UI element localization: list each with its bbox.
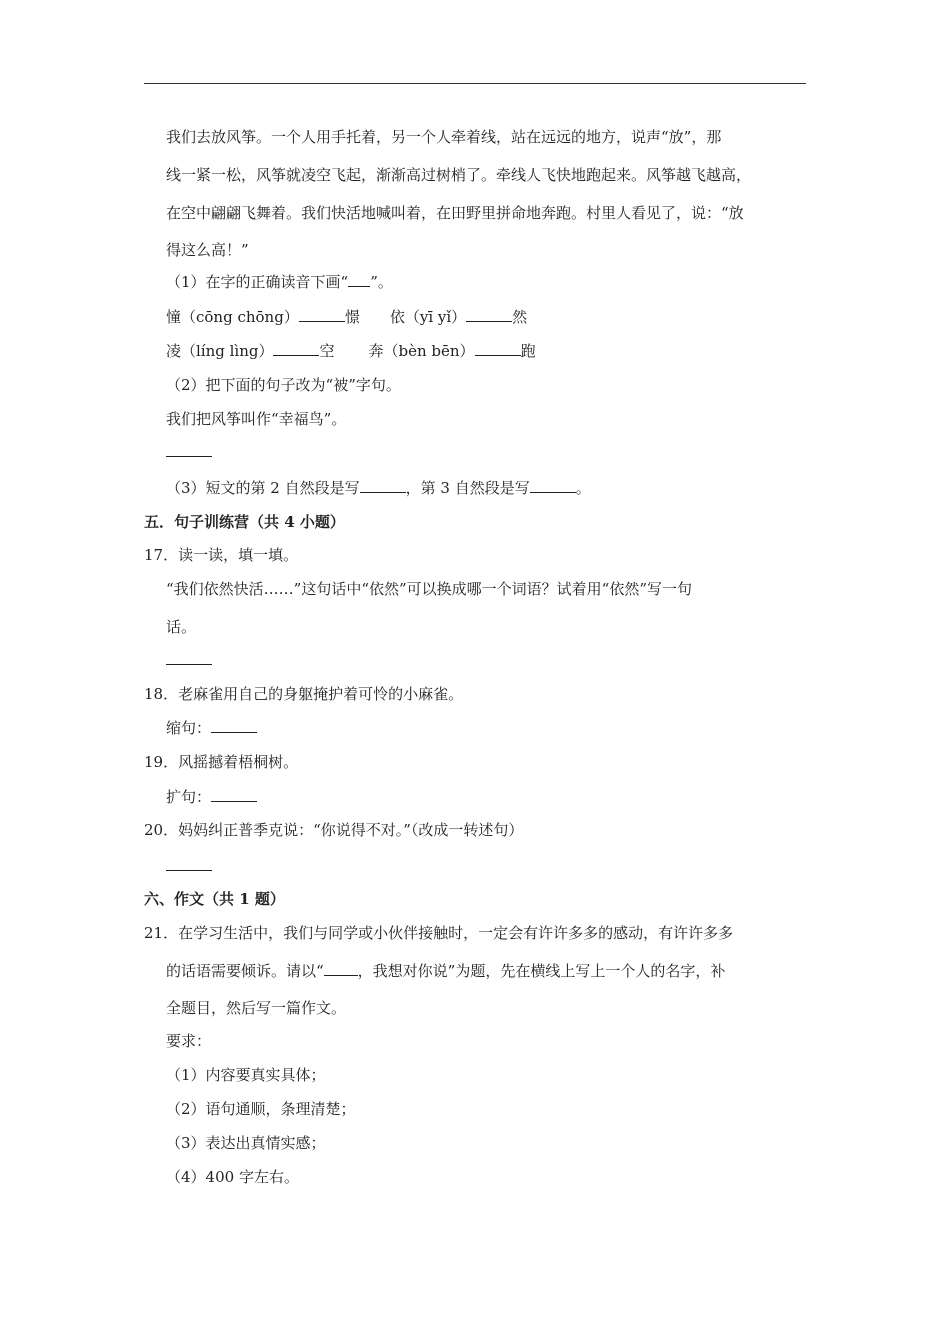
q21-req-2: （2）语句通顺，条理清楚；	[166, 1100, 356, 1118]
q19-answer	[166, 787, 257, 807]
answer-blank[interactable]	[166, 442, 212, 457]
passage-line-1: 我们去放风筝。一个人用手托着，另一个人牵着线，站在远远的地方，说声“放”，那	[166, 128, 722, 146]
answer-blank[interactable]	[466, 307, 512, 322]
q19-label: 扩句：	[166, 788, 212, 806]
answer-blank[interactable]	[211, 787, 257, 802]
q21-line-3: 全题目，然后写一篇作文。	[166, 999, 347, 1017]
q3-part-c: 。	[575, 479, 591, 497]
passage-line-2: 线一紧一松，风筝就凌空飞起，渐渐高过树梢了。牵线人飞快地跑起来。风筝越飞越高，	[166, 166, 752, 184]
word-part: 然	[512, 308, 528, 326]
q3-prompt	[166, 478, 591, 498]
word-part: 跑	[520, 342, 536, 360]
q17-line-2: 话。	[166, 618, 197, 636]
q1-prompt	[166, 272, 393, 292]
q21-line-1: 21．在学习生活中，我们与同学或小伙伴接触时，一定会有许许多多的感动，有许许多多	[144, 924, 734, 942]
q17-line-1: “我们依然快活……”这句话中“依然”可以换成哪一个词语？试着用“依然”写一句	[166, 580, 693, 598]
q21-req-3: （3）表达出真情实感；	[166, 1134, 326, 1152]
answer-blank[interactable]	[273, 341, 319, 356]
q21-req-1: （1）内容要真实具体；	[166, 1066, 326, 1084]
answer-blank[interactable]	[475, 341, 521, 356]
title-name-blank[interactable]	[324, 961, 358, 976]
q20-answer-line	[166, 856, 212, 876]
pinyin-choice-ben: 奔（bèn bēn）	[368, 342, 475, 360]
pinyin-choice-chong: 憧（cōng chōng）	[166, 308, 299, 326]
q1-row-2	[166, 341, 536, 361]
q1-row-1	[166, 307, 527, 327]
pinyin-choice-ling: 凌（líng lìng）	[166, 342, 274, 360]
q21-requirements-label: 要求：	[166, 1032, 212, 1050]
answer-blank[interactable]	[211, 718, 257, 733]
q17-stem: 17．读一读，填一填。	[144, 546, 299, 564]
q19-stem: 19．风摇撼着梧桐树。	[144, 753, 299, 771]
answer-blank[interactable]	[166, 856, 212, 871]
q3-part-b: ，第 3 自然段是写	[405, 479, 530, 497]
q21-line-2b: ，我想对你说”为题，先在横线上写上一个人的名字，补	[357, 962, 726, 980]
q2-prompt: （2）把下面的句子改为“被”字句。	[166, 376, 401, 394]
q2-sentence: 我们把风筝叫作“幸福鸟”。	[166, 410, 347, 428]
q18-answer	[166, 718, 257, 738]
q21-line-2	[166, 961, 725, 981]
q20-stem: 20．妈妈纠正普季克说：“你说得不对。”（改成一转述句）	[144, 821, 524, 839]
q18-label: 缩句：	[166, 719, 212, 737]
answer-blank[interactable]	[166, 650, 212, 665]
word-part: 空	[319, 342, 335, 360]
q17-answer-line	[166, 650, 212, 670]
q3-part-a: （3）短文的第 2 自然段是写	[166, 479, 360, 497]
answer-blank[interactable]	[299, 307, 345, 322]
q21-line-2a: 的话语需要倾诉。请以“	[166, 962, 324, 980]
passage-line-4: 得这么高！”	[166, 241, 249, 259]
q1-prompt-a: （1）在字的正确读音下画“	[166, 273, 349, 291]
pinyin-choice-yi: 依（yī yǐ）	[389, 308, 467, 326]
answer-blank[interactable]	[530, 478, 576, 493]
passage-line-3: 在空中翩翩飞舞着。我们快活地喊叫着，在田野里拼命地奔跑。村里人看见了，说：“放	[166, 204, 744, 222]
q1-prompt-b: ”。	[370, 273, 393, 291]
answer-blank[interactable]	[360, 478, 406, 493]
section-6-title: 六、作文（共 1 题）	[144, 890, 285, 908]
section-5-title: 五．句子训练营（共 4 小题）	[144, 513, 345, 531]
word-part: 憬	[344, 308, 360, 326]
header-rule	[144, 83, 806, 84]
q21-req-4: （4）400 字左右。	[166, 1168, 299, 1186]
q18-stem: 18．老麻雀用自己的身躯掩护着可怜的小麻雀。	[144, 685, 464, 703]
underline-mark	[348, 272, 370, 287]
q2-answer-line	[166, 442, 212, 462]
